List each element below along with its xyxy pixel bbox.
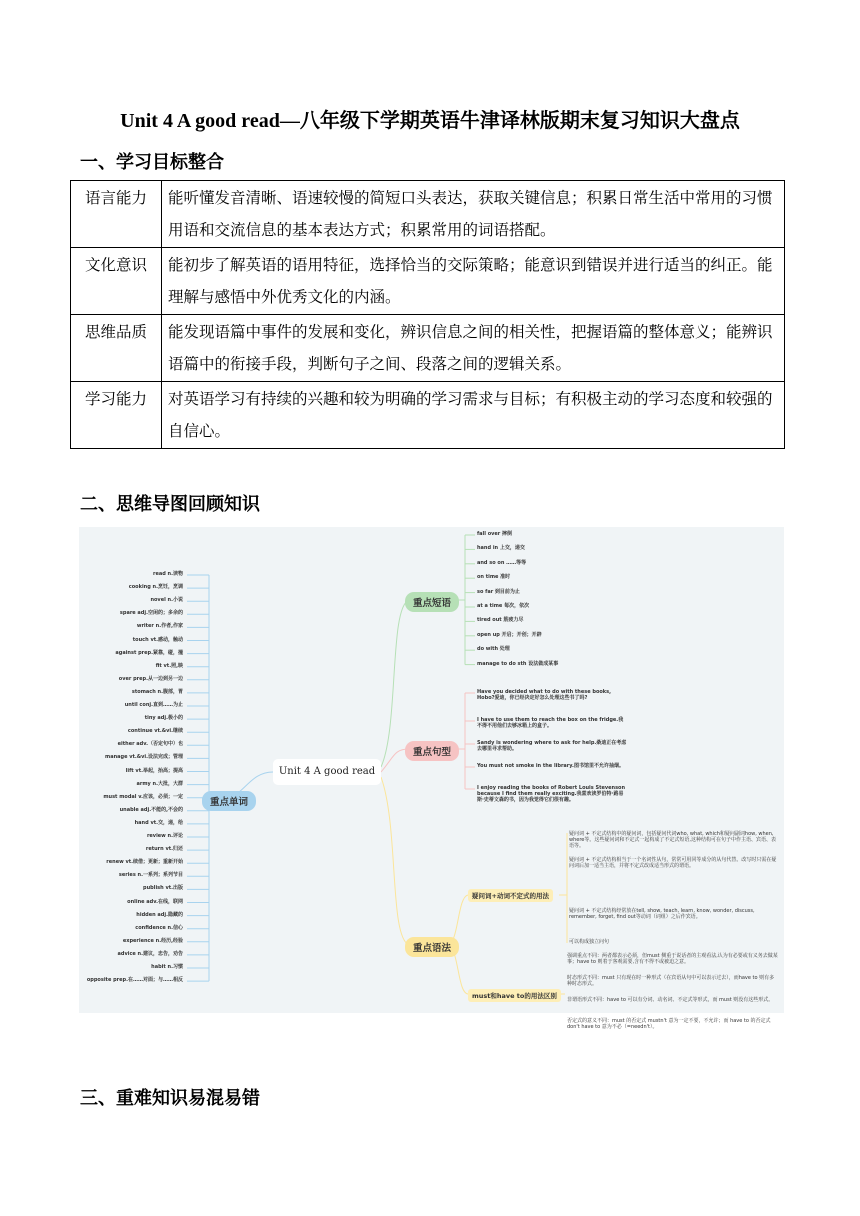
sentence-node: I enjoy reading the books of Robert Louis Stevenson because I find them really exciting.我喜欢读罗伯特·路易斯·史蒂文森的书，因为我觉得它们很有趣。 [477,785,626,803]
word-node: either adv.（否定句中）也 [117,741,183,748]
word-node: advice n.建议，忠告，劝告 [117,950,183,957]
word-node: must modal v.应该，必须；一定 [103,793,183,800]
grammar-must-have-to-note: 强调重点不同：两者都表示必须，但must 侧重于说话者的主观看法,认为有必要或有义务去做某事；have to 则着于客观需要,含有不得不或被迫之意。 [567,953,778,965]
goal-row [71,248,785,315]
word-node: tiny adj.极小的 [144,715,183,722]
phrase-node: open up 开启；开创；开辟 [477,631,542,638]
section-heading-difficulties: 三、重难知识易混易错 [80,1088,260,1109]
grammar-must-have-to-note: 非谓语形式不同：have to 可以有分词、动名词、不定式等形式，而 must 则没有这些形式。 [567,997,774,1003]
phrase-node: tired out 筋疲力尽 [477,617,524,624]
mind-map-root: Unit 4 A good read [273,759,381,785]
word-node: until conj.直到……为止 [124,702,183,708]
word-node: unable adj.不能的,不会的 [119,806,183,813]
connector-line [381,777,409,945]
grammar-must-have-to-note: 时态形式不同：must 只有现在时一种形式（在宾语从句中可以表示过去），而have to 则有多种时态形式。 [567,975,775,987]
grammar-must-have-to-note: 否定式的意义不同：must 的否定式 mustn't 意为一定不要，不允许；而 have to 的否定式 don't have to 意为不必（=needn't）。 [567,1018,771,1030]
goal-category: 文化意识 [71,248,162,315]
sentence-node: I have to use them to reach the box on the fridge.我不得不用他们去够冰箱上的盒子。 [477,717,624,729]
word-node: experience n.经历,经验 [122,937,183,944]
word-node: novel n.小说 [150,597,183,604]
word-node: read n.读物 [152,571,183,577]
section-heading-mindmap: 二、思维导图回顾知识 [80,494,260,515]
goal-description: 能听懂发音清晰、语速较慢的简短口头表达，获取关键信息；积累日常生活中常用的习惯用语和交流信息的基本表达方式；积累常用的词语搭配。 [162,181,785,248]
page-title: Unit 4 A good read—八年级下学期英语牛津译林版期末复习知识大盘点 [120,110,740,132]
word-node: opposite prep.在……对面；与……相反 [86,977,183,984]
mind-map [79,527,784,1030]
word-node: hidden adj.隐藏的 [136,911,183,918]
goal-description: 对英语学习有持续的兴趣和较为明确的学习需求与目标；有积极主动的学习态度和较强的自信心。 [162,382,785,449]
word-node: publish vt.出版 [143,885,183,892]
phrase-node: hand in 上交，递交 [477,545,525,552]
goal-description: 能发现语篇中事件的发展和变化，辨识信息之间的相关性，把握语篇的整体意义；能辨识语篇中的衔接手段，判断句子之间、段落之间的逻辑关系。 [162,315,785,382]
word-node: against prep.紧靠，碰，撞 [115,649,183,656]
goal-description: 能初步了解英语的语用特征，选择恰当的交际策略；能意识到错误并进行适当的纠正。能理解与感悟中外优秀文化的内涵。 [162,248,785,315]
goal-category: 语言能力 [71,181,162,248]
grammar-sub-must-have-to: must和have to的用法区别 [468,989,561,1002]
phrase-node: and so on ……等等 [477,559,527,566]
word-node: continue vt.&vi.继续 [127,728,183,735]
word-node: review n.评论 [146,833,183,839]
goal-row [71,315,785,382]
word-node: confidence n.信心 [135,924,183,931]
branch-phrases: 重点短语 [405,592,459,612]
phrase-node: so far 到目前为止 [477,588,520,595]
word-node: writer n.作者,作家 [136,623,183,630]
word-node: online adv.在线，联网 [127,898,183,905]
section-heading-goals: 一、学习目标整合 [80,152,224,173]
connector-line [381,600,409,767]
word-node: lift vt.举起，抬高；提高 [125,767,183,774]
word-node: series n.一系列；系列节目 [118,872,183,879]
word-node: spare adj.空闲的；多余的 [119,610,183,617]
grammar-question-words-note: 疑问词 + 不定式结构经常放在tell, show, teach, learn, know, wonder, discuss, remember, forget, find out等动词（词组）之后作宾语。 [569,908,755,920]
phrase-node: do with 处理 [477,646,510,653]
word-node: cooking n.烹饪，烹调 [128,584,183,591]
branch-words: 重点单词 [202,791,256,811]
learning-goals-table [70,180,785,449]
phrase-node: fall over 摔倒 [477,531,513,537]
word-node: over prep.从一边到另一边 [118,675,183,682]
grammar-question-words-note: 疑问词 + 不定式结构中的疑问词，包括疑问代词who, what, which和疑问副词how, when, where等。这些疑问词和不定式一起构成了不定式短语,这种结构可在句子中作主语、宾语、表语等。 [569,831,776,849]
word-node: hand vt.交，递，给 [134,819,183,826]
phrase-node: manage to do sth 设法做成某事 [477,660,559,667]
word-node: return vt.归还 [145,846,183,853]
word-node: manage vt.&vi.设法完成；管理 [104,754,183,761]
word-node: habit n.习惯 [151,964,183,970]
phrase-node: on time 准时 [477,574,511,581]
goal-category: 学习能力 [71,382,162,449]
goal-category: 思维品质 [71,315,162,382]
goal-row [71,181,785,248]
sentence-node: Have you decided what to do with these books, Hobo?爱迪，你已经决定好怎么处理这些书了吗? [477,689,612,701]
phrase-node: at a time 每次，依次 [477,603,530,609]
grammar-question-words-note: 疑问词 + 不定式结构相当于一个名词性从句，常常可用同等成分的从句代替。改写时只需在疑问词后加一适当主语，并将不定式改成适当形式的谓语。 [569,857,777,869]
word-node: stomach n.腹部，胃 [131,688,183,695]
word-node: renew vt.续借；更新；重新开始 [106,859,183,866]
branch-sentences: 重点句型 [405,741,459,761]
word-node: touch vt.感动，触动 [132,636,183,643]
word-node: fit vt.照,映 [155,662,183,669]
grammar-question-words-note: 可以构成独立问句 [569,939,610,945]
branch-grammar: 重点语法 [405,937,459,957]
goal-row [71,382,785,449]
grammar-sub-question-words: 疑问词+动词不定式的用法 [468,889,553,902]
word-node: army n.大批，大群 [136,780,183,787]
sentence-node: Sandy is wondering where to ask for help.桑迪正在考虑去哪里寻求帮助。 [477,740,627,752]
sentence-node: You must not smoke in the library.图书馆里不允许抽烟。 [477,763,624,769]
